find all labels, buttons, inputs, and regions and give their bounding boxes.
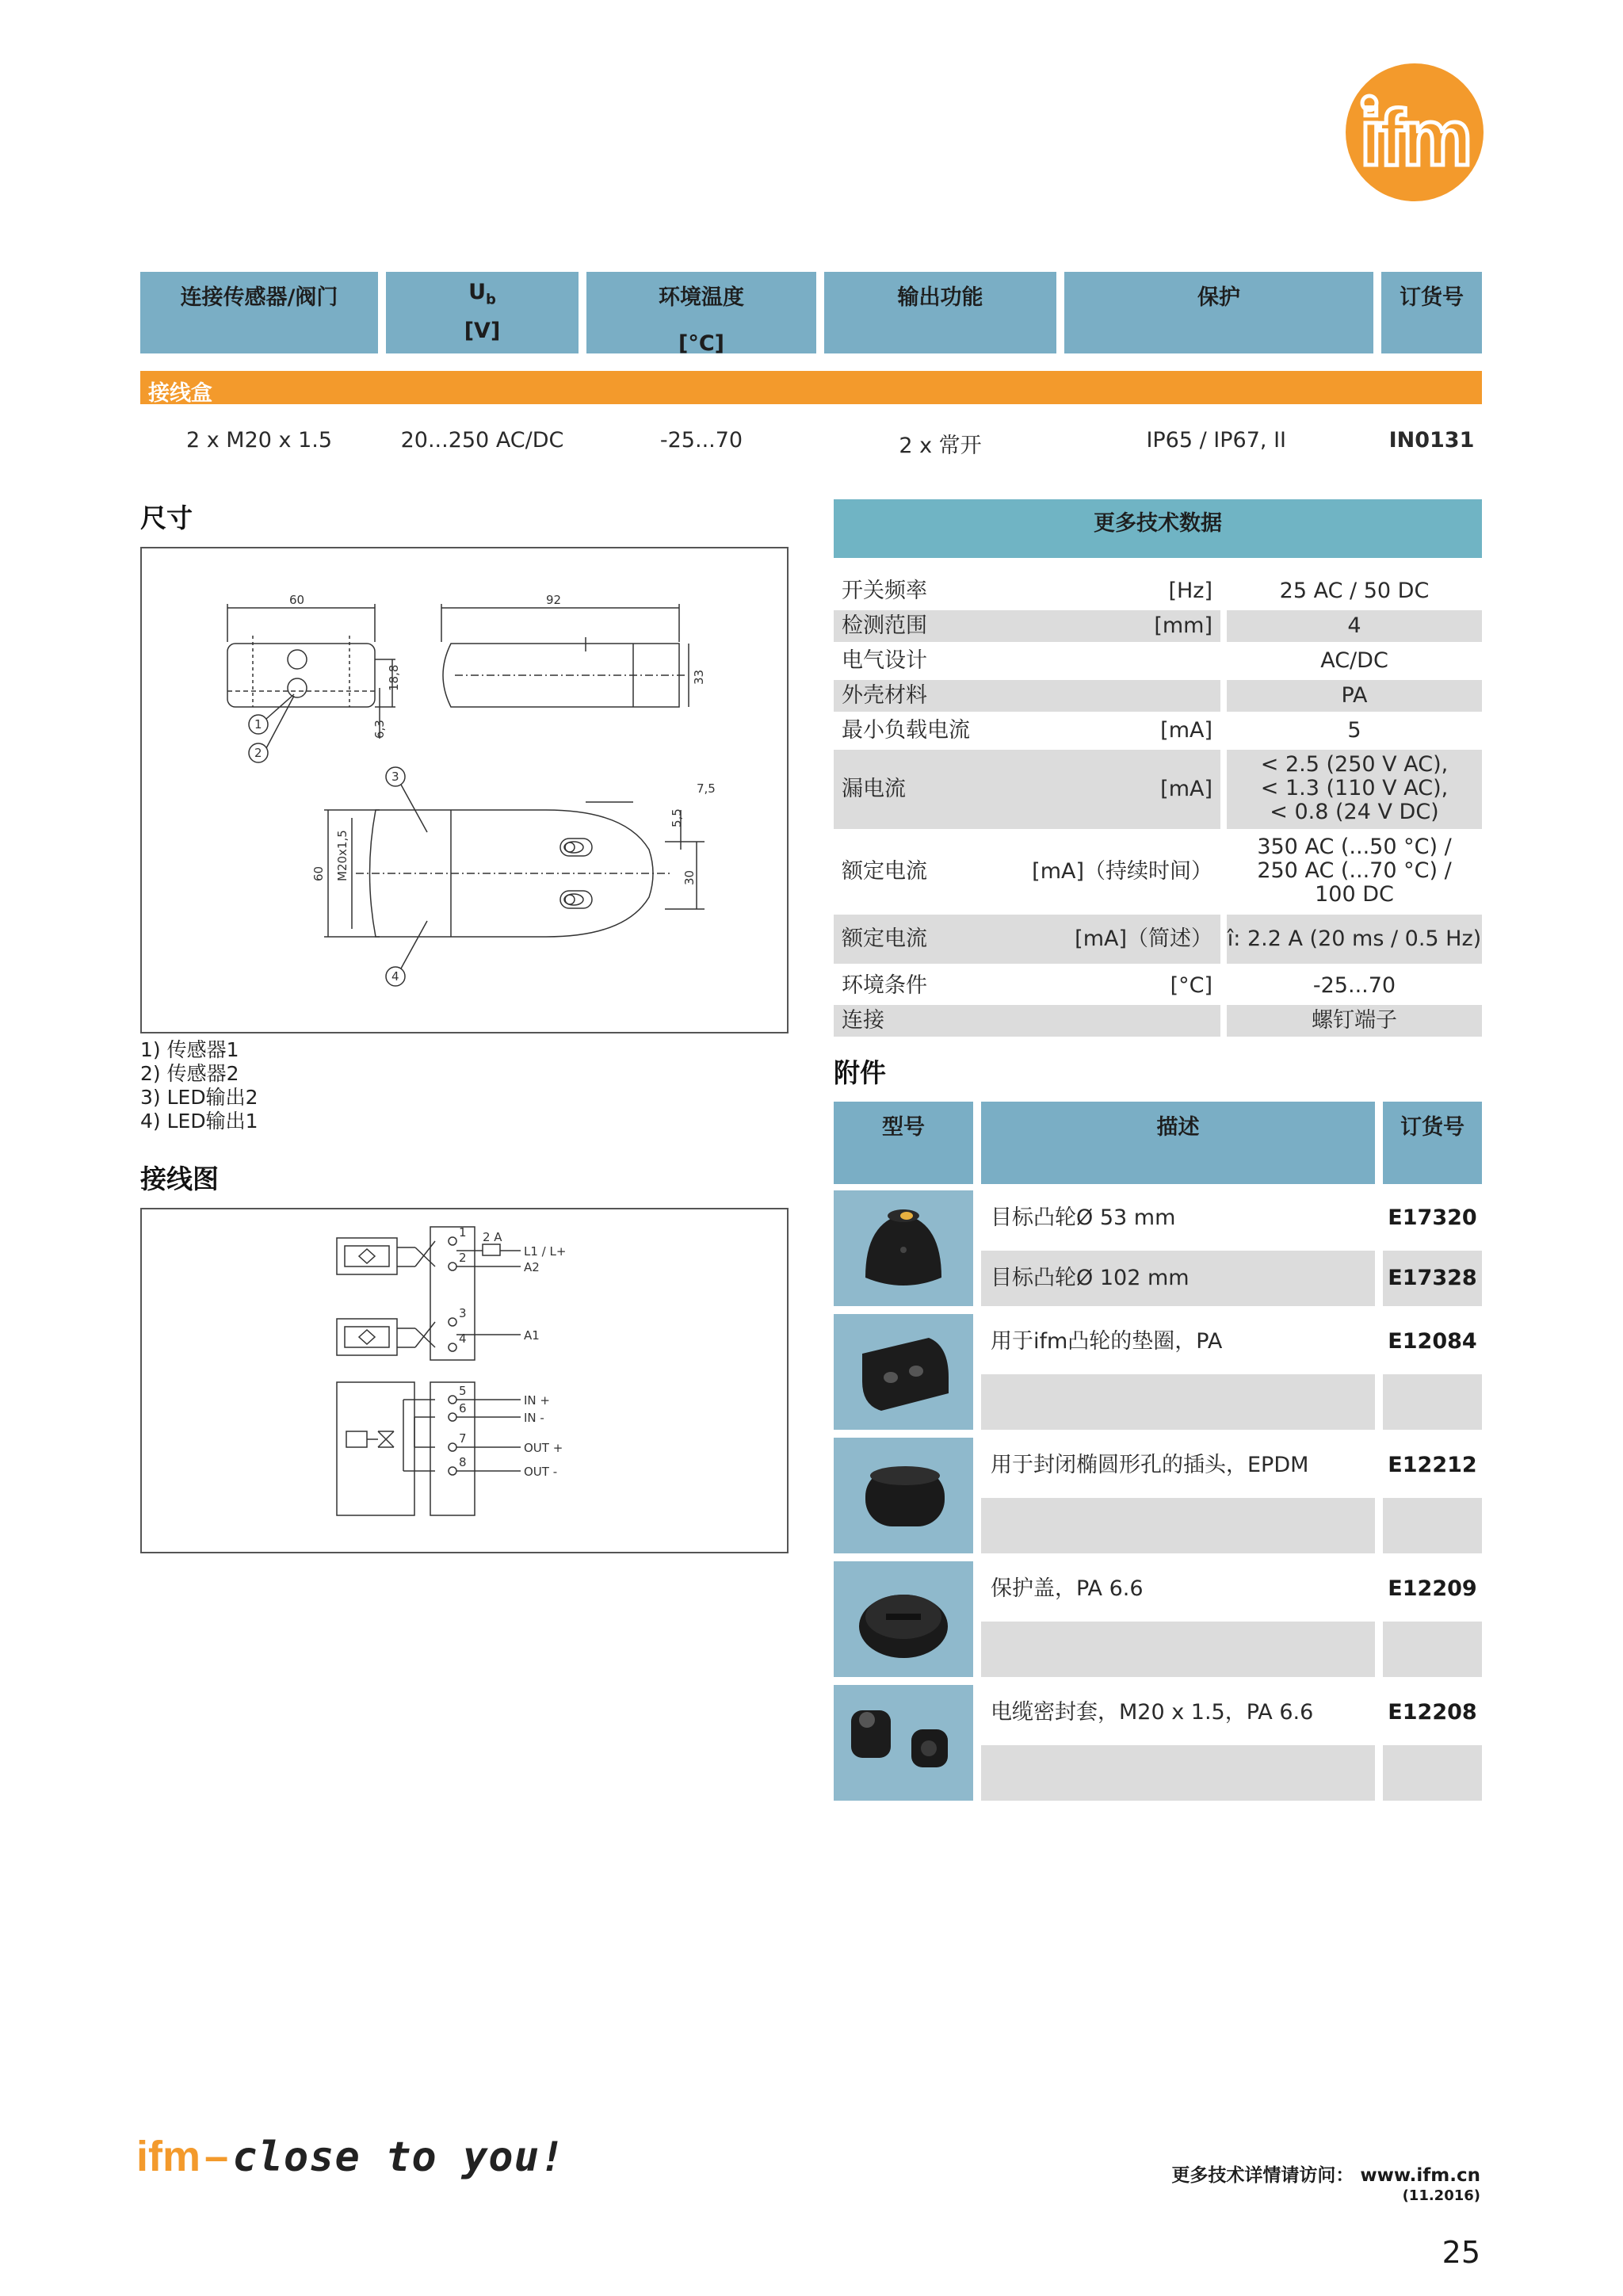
row-output: 2 x 常开 [899, 434, 982, 458]
dimension-drawing [140, 547, 789, 1033]
terminal-3: 3 [459, 1306, 467, 1320]
acc-desc-e12208: 电缆密封套，M20 x 1.5，PA 6.6 [991, 1700, 1314, 1725]
acc-code-e12209: E12209 [1388, 1576, 1477, 1601]
acc-desc-e12084: 用于ifm凸轮的垫圈，PA [991, 1329, 1223, 1354]
footer-date: (11.2016) [1402, 2187, 1480, 2204]
signal-out-plus: OUT + [524, 1441, 563, 1455]
tech-data-header: 更多技术数据 [834, 499, 1482, 558]
dim-55-label: 5,5 [670, 808, 684, 827]
oval-plug-image [834, 1438, 973, 1553]
signal-a1: A1 [524, 1328, 540, 1343]
acc-desc-empty-2 [981, 1498, 1375, 1553]
acc-desc-empty-1 [981, 1374, 1375, 1430]
acc-code-empty-2 [1383, 1498, 1482, 1553]
dim-188-label: 18,8 [387, 664, 401, 691]
col-header-output: 输出功能 [824, 272, 1056, 353]
wiring-diagram [140, 1208, 789, 1553]
acc-code-e17328: E17328 [1383, 1251, 1482, 1306]
row-protection: IP65 / IP67, II [1146, 428, 1286, 453]
cable-gland-image [834, 1685, 973, 1801]
acc-code-e12084: E12084 [1388, 1329, 1477, 1354]
dim-92-label: 92 [546, 593, 562, 607]
dimensions-title: 尺寸 [140, 502, 193, 533]
callout-2: 2 [254, 746, 262, 760]
terminal-4: 4 [459, 1331, 467, 1346]
ifm-logo [1346, 63, 1484, 201]
dim-m20-label: M20x1,5 [335, 830, 349, 881]
category-bar: 接线盒 [140, 371, 1482, 404]
ifm-logo-icon [1346, 63, 1484, 201]
row-order-no: IN0131 [1388, 428, 1475, 453]
terminal-7: 7 [459, 1431, 467, 1446]
footer-more-info: 更多技术详情请访问： www.ifm.cn [1171, 2165, 1480, 2186]
accessories-title: 附件 [834, 1057, 886, 1088]
signal-in-minus: IN - [524, 1411, 544, 1425]
dim-63-label: 6,3 [372, 720, 387, 739]
signal-out-minus: OUT - [524, 1465, 558, 1479]
tech-row-min-load-current: 最小负载电流 [mA] 5 [842, 718, 1361, 743]
acc-code-e12208: E12208 [1388, 1700, 1477, 1725]
acc-desc-e12209: 保护盖，PA 6.6 [991, 1576, 1144, 1601]
callout-3: 3 [391, 770, 399, 784]
acc-header-desc: 描述 [981, 1102, 1375, 1184]
tech-row-rated-current-short: 额定电流 [mA]（简述） î: 2.2 A (20 ms / 0.5 Hz) [834, 915, 1482, 964]
acc-code-e17320: E17320 [1388, 1205, 1477, 1230]
acc-code-e12212: E12212 [1388, 1453, 1477, 1477]
acc-desc-e17320: 目标凸轮Ø 53 mm [991, 1205, 1176, 1230]
col-header-order-no: 订货号 [1381, 272, 1482, 353]
col-header-ub: $U_b$ [V] [386, 272, 579, 353]
tech-row-rated-current-continuous: 额定电流 [mA]（持续时间） 350 AC (...50 °C) / 250 AC (...70 °C) / 100 DC [842, 835, 1452, 907]
terminal-5: 5 [459, 1384, 467, 1398]
acc-desc-empty-4 [981, 1745, 1375, 1801]
signal-a2: A2 [524, 1260, 540, 1274]
acc-code-empty-1 [1383, 1374, 1482, 1430]
acc-desc-e12212: 用于封闭椭圆形孔的插头，EPDM [991, 1453, 1309, 1477]
signal-in-plus: IN + [524, 1393, 550, 1408]
acc-code-empty-3 [1383, 1622, 1482, 1677]
terminal-2: 2 [459, 1251, 467, 1265]
tech-row-leakage-current: 漏电流 [mA] < 2.5 (250 V AC), < 1.3 (110 V AC), < 0.8 (24 V DC) [834, 750, 1482, 829]
target-cam-image [834, 1190, 973, 1306]
row-connection: 2 x M20 x 1.5 [185, 428, 333, 453]
row-voltage: 20...250 AC/DC [400, 428, 564, 453]
dim-33-label: 33 [692, 669, 706, 685]
dim-60b-label: 60 [311, 865, 326, 881]
wiring-title: 接线图 [140, 1163, 219, 1194]
gasket-image [834, 1314, 973, 1430]
dimension-drawing-svg [142, 548, 787, 1032]
wiring-diagram-svg [142, 1209, 787, 1552]
tech-row-housing-material: 外壳材料 PA [834, 680, 1482, 712]
terminal-6: 6 [459, 1401, 467, 1415]
tech-row-ambient: 环境条件 [°C] -25...70 [842, 973, 1396, 998]
tech-row-connection: 连接 螺钉端子 [834, 1005, 1482, 1037]
tech-row-electrical-design: 电气设计 AC/DC [842, 648, 1388, 673]
acc-code-empty-4 [1383, 1745, 1482, 1801]
dimension-legend: 1) 传感器1 2) 传感器2 3) LED输出2 4) LED输出1 [140, 1038, 258, 1133]
acc-desc-e17328: 目标凸轮Ø 102 mm [981, 1251, 1375, 1306]
page-number: 25 [1442, 2235, 1480, 2270]
terminal-1: 1 [459, 1225, 467, 1240]
signal-l1: L1 / L+ [524, 1244, 567, 1259]
cover-cap-image [834, 1561, 973, 1677]
acc-header-type: 型号 [834, 1102, 973, 1184]
terminal-8: 8 [459, 1455, 467, 1469]
callout-1: 1 [254, 717, 262, 732]
row-temp: -25...70 [659, 428, 743, 453]
col-header-protection: 保护 [1064, 272, 1373, 353]
col-header-connection: 连接传感器/阀门 [140, 272, 378, 353]
tech-row-switching-freq: 开关频率 [Hz] 25 AC / 50 DC [842, 579, 1430, 603]
acc-header-order: 订货号 [1383, 1102, 1482, 1184]
tech-row-sensing-range: 检测范围 [mm] 4 [834, 610, 1482, 642]
dim-75-label: 7,5 [697, 781, 716, 796]
dim-60-label: 60 [289, 593, 305, 607]
acc-desc-empty-3 [981, 1622, 1375, 1677]
footer-slogan: ifm – close to you! [136, 2133, 566, 2181]
svg-text:ifm: ifm [1360, 94, 1469, 182]
fuse-label: 2 A [483, 1230, 502, 1244]
col-header-ambient-temp: 环境温度 [°C] [586, 272, 816, 353]
dim-30-label: 30 [682, 869, 697, 885]
callout-4: 4 [391, 969, 399, 984]
